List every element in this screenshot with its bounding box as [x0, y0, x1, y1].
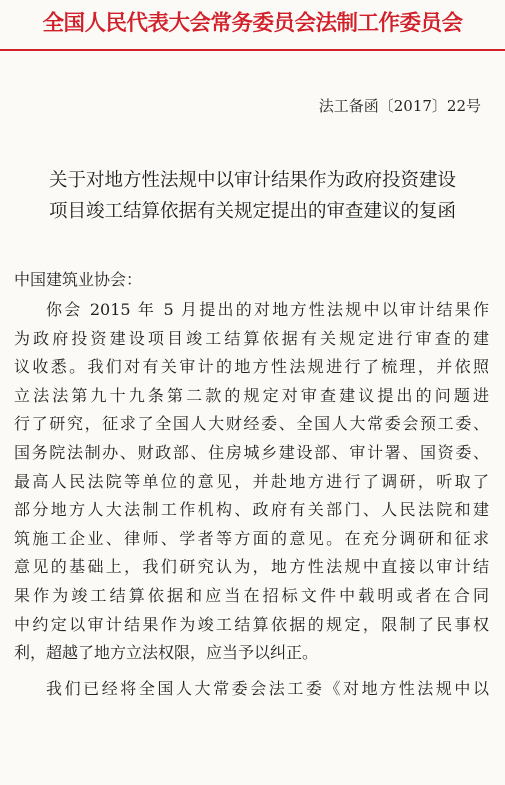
- document-title: [0, 165, 505, 227]
- text-line: 你会 2015 年 5 月提出的对地方性法规中以审计结果作: [46, 300, 489, 319]
- text-line: 中约定以审计结果作为竣工结算依据的规定，限制了民事权: [14, 614, 489, 634]
- text-line: 立法法第九十九条第二款的规定对审查建议提出的问题进: [14, 385, 489, 405]
- text-line: 果作为竣工结算依据和应当在招标文件中载明或者在合同: [14, 585, 489, 605]
- text-line: 议收悉。我们对有关审计的地方性法规进行了梳理，并依照: [14, 357, 489, 377]
- salutation: 中国建筑业协会：: [14, 270, 143, 289]
- paragraph: [14, 296, 489, 668]
- text-line: 行了研究，征求了全国人大财经委、全国人大常委会预工委、: [14, 414, 489, 434]
- text-line: 为政府投资建设项目竣工结算依据有关规定进行审查的建: [14, 328, 489, 348]
- text-line: 我们已经将全国人大常委会法工委《对地方性法规中以: [46, 678, 489, 698]
- paragraph: [14, 675, 489, 704]
- text-line: 利，超越了地方立法权限，应当予以纠正。: [14, 643, 319, 663]
- document-title-line: 关于对地方性法规中以审计结果作为政府投资建设: [48, 170, 456, 191]
- text-line: 部分地方人大法制工作机构、政府有关部门、人民法院和建: [14, 500, 489, 520]
- letter-body: [14, 296, 489, 703]
- letterhead-org-name: 全国人民代表大会常务委员会法制工作委员会: [42, 11, 463, 36]
- text-line: 最高人民法院等单位的意见，并赴地方进行了调研，听取了: [14, 471, 489, 491]
- reference-number: 法工备函〔2017〕22号: [318, 97, 481, 115]
- text-line: 意见的基础上，我们研究认为，地方性法规中直接以审计结: [14, 557, 489, 577]
- text-line: 国务院法制办、财政部、住房城乡建设部、审计署、国资委、: [14, 442, 489, 462]
- text-line: 筑施工企业、律师、学者等方面的意见。在充分调研和征求: [14, 528, 489, 548]
- document-title-line: 项目竣工结算依据有关规定提出的审查建议的复函: [48, 201, 456, 222]
- letterhead-divider: [0, 49, 505, 51]
